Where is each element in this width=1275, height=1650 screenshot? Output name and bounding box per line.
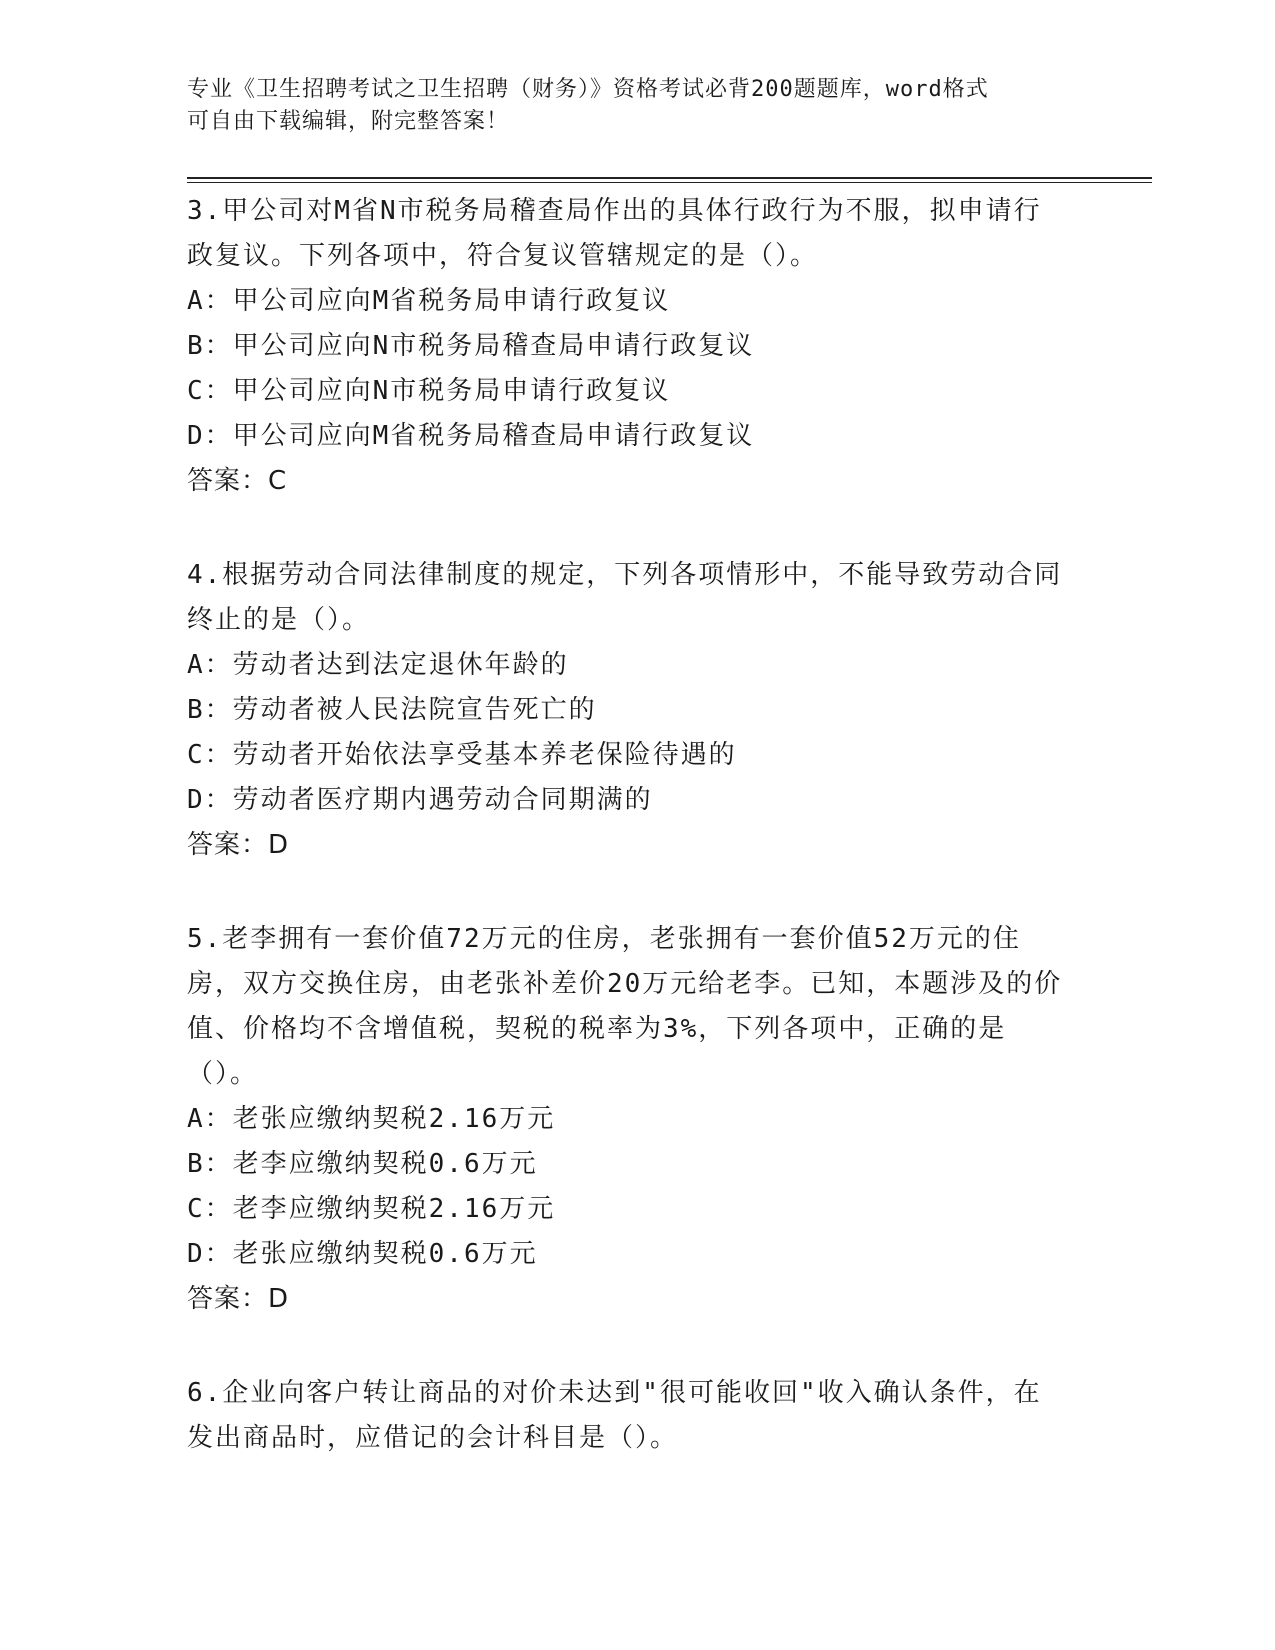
option-d: D：老张应缴纳契税0.6万元 <box>187 1239 538 1269</box>
header-title-line-1: 专业《卫生招聘考试之卫生招聘（财务）》资格考试必背200题题库，word格式 <box>187 77 989 102</box>
question-stem: 6.企业向客户转让商品的对价未达到"很可能收回"收入确认条件，在发出商品时，应借记的会计科目是（）。 <box>187 1378 1042 1453</box>
option-c: C：老李应缴纳契税2.16万元 <box>187 1194 556 1224</box>
header-divider-thick <box>187 177 1152 179</box>
option-b: B：老李应缴纳契税0.6万元 <box>187 1149 538 1179</box>
answer-line: 答案：D <box>187 830 290 860</box>
question-6 <box>187 1371 1067 1461</box>
option-a: A：劳动者达到法定退休年龄的 <box>187 650 569 680</box>
header-divider-thin <box>187 182 1152 183</box>
question-4 <box>187 553 1067 868</box>
option-b: B：甲公司应向N市税务局稽查局申请行政复议 <box>187 331 755 361</box>
option-b: B：劳动者被人民法院宣告死亡的 <box>187 695 597 725</box>
question-stem: 5.老李拥有一套价值72万元的住房，老张拥有一套价值52万元的住房，双方交换住房，由老张补差价20万元给老李。已知，本题涉及的价值、价格均不含增值税，契税的税率为3%，下列各项中，正确的是（）。 <box>187 924 1063 1089</box>
question-5 <box>187 917 1067 1322</box>
question-list <box>187 189 1067 1510</box>
option-a: A：老张应缴纳契税2.16万元 <box>187 1104 556 1134</box>
document-header <box>187 74 1067 138</box>
option-c: C：劳动者开始依法享受基本养老保险待遇的 <box>187 740 737 770</box>
question-stem: 3.甲公司对M省N市税务局稽查局作出的具体行政行为不服，拟申请行政复议。下列各项中，符合复议管辖规定的是（）。 <box>187 196 1042 271</box>
question-stem: 4.根据劳动合同法律制度的规定，下列各项情形中，不能导致劳动合同终止的是（）。 <box>187 560 1063 635</box>
header-title-line-2: 可自由下载编辑，附完整答案！ <box>187 109 510 134</box>
answer-line: 答案：C <box>187 466 288 496</box>
option-c: C：甲公司应向N市税务局申请行政复议 <box>187 376 671 406</box>
question-3 <box>187 189 1067 504</box>
option-d: D：劳动者医疗期内遇劳动合同期满的 <box>187 785 653 815</box>
option-a: A：甲公司应向M省税务局申请行政复议 <box>187 286 671 316</box>
answer-line: 答案：D <box>187 1284 290 1314</box>
option-d: D：甲公司应向M省税务局稽查局申请行政复议 <box>187 421 755 451</box>
